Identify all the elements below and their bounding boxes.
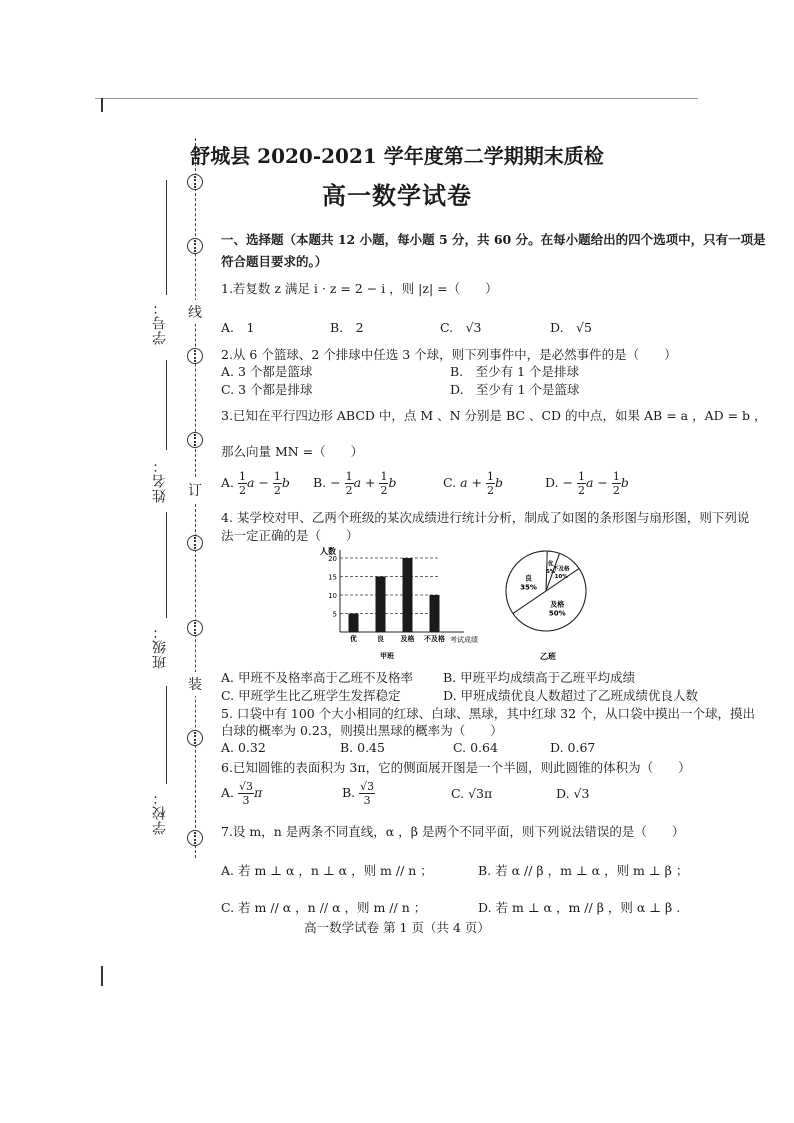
pie-chart-slice-label: 及格: [550, 600, 565, 609]
exam-subtitle: 高一数学试卷: [322, 181, 472, 210]
bar-chart-bar: [403, 558, 413, 632]
q2-option-a: A. 3 个都是篮球: [221, 364, 313, 379]
q1-option-d: D. √5: [550, 320, 592, 335]
page-footer: 高一数学试卷 第 1 页（共 4 页）: [304, 920, 490, 935]
q2-option-c: C. 3 个都是排球: [221, 382, 313, 397]
q3-stem: 3.已知在平行四边形 ABCD 中，点 M 、N 分别是 BC 、CD 的中点，如果 AB = a ，AD = b ，: [221, 408, 767, 423]
class-blank: [166, 512, 167, 618]
pie-chart-caption: 乙班: [540, 652, 556, 661]
name-blank: [166, 360, 167, 450]
q7-option-a: A. 若 m ⊥ α ，n ⊥ α ，则 m // n ；: [221, 863, 433, 878]
q7-option-b: B. 若 α // β ，m ⊥ α ，则 m ⊥ β ；: [478, 863, 689, 878]
section-heading: 一、选择题（本题共 12 小题，每小题 5 分，共 60 分。在每小题给出的四个选项中，只有一项是: [221, 232, 766, 247]
bar-chart-caption: 甲班: [380, 652, 394, 660]
binding-ring-icon: [187, 730, 203, 746]
q3-option-a: A. $\frac{1}{2}$ a − $\frac{1}{2}$ b: [221, 470, 290, 497]
q3-option-d: D. − $\frac{1}{2}$ a − $\frac{1}{2}$ b: [545, 470, 629, 497]
binding-word: 线: [188, 300, 202, 324]
q4-option-a: A. 甲班不及格率高于乙班不及格率: [221, 670, 413, 685]
q5-stem-cont: 白球的概率为 0.23，则摸出黑球的概率为（ ）: [221, 723, 503, 738]
binding-ring-icon: [187, 620, 203, 636]
q4-stem: 4. 某学校对甲、乙两个班级的某次成绩进行统计分析，制成了如图的条形图与扇形图，则下列说: [221, 510, 750, 525]
q5-stem: 5. 口袋中有 100 个大小相同的红球、白球、黑球，其中红球 32 个，从口袋中摸出一个球，摸出: [221, 706, 756, 721]
pie-chart-slice-label: 良: [524, 574, 532, 583]
q1-option-b: B. 2: [330, 320, 364, 335]
binding-ring-icon: [187, 830, 203, 846]
q3-option-c: C. a + $\frac{1}{2}$ b: [443, 470, 503, 497]
q1-option-a: A. 1: [221, 320, 255, 335]
student-id-label: 学号：: [152, 300, 168, 345]
q6-option-d: D. √3: [556, 786, 590, 801]
binding-ring-icon: [187, 238, 203, 254]
pie-chart-slice-percent: 10%: [554, 573, 568, 580]
q5-option-c: C. 0.64: [453, 740, 498, 755]
q4-stem-cont: 法一定正确的是（ ）: [221, 528, 359, 543]
binding-ring-icon: [187, 535, 203, 551]
q1-option-c: C. √3: [440, 320, 482, 335]
class-label: 班级：: [152, 624, 168, 669]
section-heading-cont: 符合题目要求的。）: [221, 254, 328, 269]
binding-ring-icon: [187, 432, 203, 448]
q5-option-d: D. 0.67: [550, 740, 596, 755]
bar-chart-y-tick-label: 5: [332, 610, 337, 619]
q5-option-b: B. 0.45: [340, 740, 385, 755]
edge-mark-top: [101, 98, 103, 112]
q6-stem: 6.已知圆锥的表面积为 3π，它的侧面展开图是一个半圆，则此圆锥的体积为（ ）: [221, 760, 691, 775]
q1-stem: 1.若复数 z 满足 i · z = 2 − i ，则 |z| =（ ）: [221, 281, 498, 296]
edge-mark-bottom: [101, 966, 103, 986]
school-label: 学校：: [152, 790, 168, 835]
binding-word: 订: [188, 478, 202, 502]
q7-stem: 7.设 m，n 是两条不同直线，α ，β 是两个不同平面，则下列说法错误的是（ ）: [221, 824, 685, 839]
q2-option-d: D. 至少有 1 个是篮球: [450, 382, 580, 397]
q4-option-c: C. 甲班学生比乙班学生发挥稳定: [221, 688, 401, 703]
q5-option-a: A. 0.32: [221, 740, 266, 755]
bar-chart-bar: [349, 614, 359, 633]
exam-title: 舒城县 2020-2021 学年度第二学期期末质检: [190, 144, 604, 168]
q3-stem-cont: 那么向量 MN =（ ）: [221, 444, 364, 459]
q6-option-c: C. √3π: [451, 786, 493, 801]
bar-chart-bar: [376, 577, 386, 633]
q4-option-d: D. 甲班成绩优良人数超过了乙班成绩优良人数: [443, 688, 699, 703]
q7-option-c: C. 若 m // α ，n // α ，则 m // n ；: [221, 900, 427, 915]
q2-stem: 2.从 6 个篮球、2 个排球中任选 3 个球，则下列事件中，是必然事件的是（ ）: [221, 347, 677, 362]
bar-chart-x-tick-label: 良: [377, 635, 384, 643]
q3-option-b: B. − $\frac{1}{2}$ a + $\frac{1}{2}$ b: [313, 470, 397, 497]
q6-option-b: B. $\frac{√3}{3}$: [342, 780, 375, 807]
bar-chart-x-tick-label: 优: [350, 635, 357, 643]
bar-chart-y-tick-label: 10: [328, 592, 337, 600]
bar-chart-x-tick-label: 不及格: [424, 635, 445, 643]
bar-chart-y-tick-label: 15: [328, 573, 337, 582]
name-label: 姓名：: [152, 458, 168, 503]
school-blank: [166, 686, 167, 784]
q4-option-b: B. 甲班平均成绩高于乙班平均成绩: [443, 670, 636, 685]
bar-chart-y-tick-label: 20: [328, 555, 337, 563]
pie-chart-slice-percent: 50%: [548, 609, 566, 618]
bar-chart-xlabel: 考试成绩: [450, 636, 478, 644]
pie-chart-slice-percent: 5%: [545, 569, 556, 576]
pie-chart-slice-label: 优: [547, 561, 554, 568]
bar-chart-ylabel: 人数: [320, 547, 336, 556]
pie-chart-slice-label: 不及格: [552, 566, 570, 573]
q6-option-a: A. $\frac{√3}{3}$ π: [221, 780, 263, 807]
pie-chart-slice-percent: 35%: [520, 583, 537, 592]
binding-word: 装: [188, 672, 202, 696]
bar-chart-bar: [430, 595, 440, 632]
bar-chart-x-tick-label: 及格: [400, 635, 415, 643]
q2-option-b: B. 至少有 1 个是排球: [450, 364, 580, 379]
class-b-pie-chart: [498, 543, 598, 665]
binding-ring-icon: [187, 348, 203, 364]
q7-option-d: D. 若 m ⊥ α ，m // β ，则 α ⊥ β .: [478, 900, 681, 915]
class-a-bar-chart: [316, 540, 486, 662]
